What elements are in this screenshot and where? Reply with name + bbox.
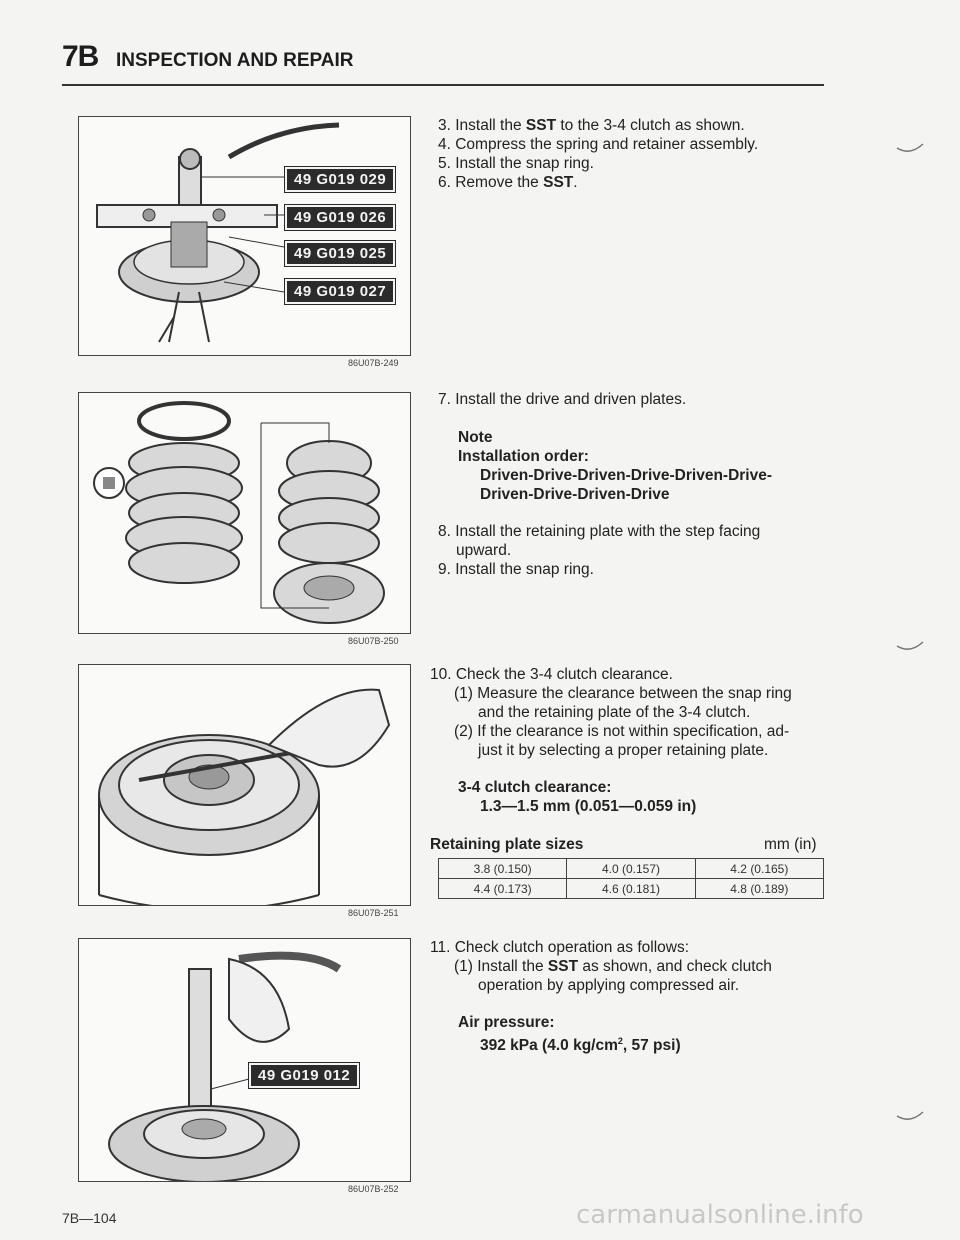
watermark: carmanualsonline.info: [576, 1200, 864, 1230]
plate-table-title: Retaining plate sizes: [430, 836, 584, 853]
margin-mark: [895, 140, 925, 160]
step-6: 6. Remove the SST.: [438, 174, 578, 191]
air-check-illustration: [79, 939, 411, 1182]
sst-install-illustration: [79, 117, 411, 356]
step-10-2: (2) If the clearance is not within specification, ad-: [454, 723, 790, 740]
step-8: 8. Install the retaining plate with the step facing: [438, 523, 761, 540]
step-11-1-cont: operation by applying compressed air.: [478, 977, 740, 994]
plate-table-unit: mm (in): [764, 836, 817, 853]
clearance-label: 3-4 clutch clearance:: [458, 779, 612, 796]
note-title: Note: [458, 429, 493, 446]
page-number: 7B—104: [62, 1210, 117, 1226]
air-pressure-value: 392 kPa (4.0 $kg/cm^2$, 57 psi): [480, 1036, 681, 1055]
step-8-cont: upward.: [456, 542, 512, 559]
step-3: 3. Install the SST to the 3-4 clutch as shown.: [438, 117, 745, 134]
table-cell: 4.0 (0.157): [567, 859, 695, 879]
step-11: 11. Check clutch operation as follows:: [430, 939, 690, 956]
step-10-1-cont: and the retaining plate of the 3-4 clutch.: [478, 704, 751, 721]
figure-code: 86U07B-252: [348, 1184, 399, 1194]
part-tag-sst-1: 49 G019 029: [285, 167, 395, 192]
part-tag-sst-2: 49 G019 026: [285, 205, 395, 230]
step-7: 7. Install the drive and driven plates.: [438, 391, 687, 408]
figure-code: 86U07B-251: [348, 908, 399, 918]
figure-code: 86U07B-250: [348, 636, 399, 646]
part-tag-sst-4: 49 G019 027: [285, 279, 395, 304]
note-order-line-2: Driven-Drive-Driven-Drive: [480, 486, 670, 503]
margin-mark: [895, 1108, 925, 1128]
header-divider: [62, 84, 824, 86]
figure-clearance-check: [78, 664, 411, 906]
page-title: INSPECTION AND REPAIR: [116, 50, 354, 71]
table-row: [439, 879, 824, 899]
clearance-check-illustration: [79, 665, 411, 906]
step-10-2-cont: just it by selecting a proper retaining plate.: [478, 742, 769, 759]
part-tag-sst-3: 49 G019 025: [285, 241, 395, 266]
clutch-plates-illustration: [79, 393, 411, 634]
figure-sst-install: [78, 116, 411, 356]
air-pressure-label: Air pressure:: [458, 1014, 555, 1031]
clearance-value: 1.3—1.5 mm (0.051—0.059 in): [480, 798, 697, 815]
part-tag-sst-air: 49 G019 012: [249, 1063, 359, 1088]
margin-mark: [895, 638, 925, 658]
table-cell: 4.8 (0.189): [695, 879, 823, 899]
table-cell: 4.4 (0.173): [439, 879, 567, 899]
section-number: 7B: [62, 40, 99, 73]
table-cell: 4.6 (0.181): [567, 879, 695, 899]
step-4: 4. Compress the spring and retainer assembly.: [438, 136, 759, 153]
table-cell: 4.2 (0.165): [695, 859, 823, 879]
note-order-line-1: Driven-Drive-Driven-Drive-Driven-Drive-: [480, 467, 773, 484]
figure-code: 86U07B-249: [348, 358, 399, 368]
plate-sizes-table: [438, 858, 824, 899]
step-9: 9. Install the snap ring.: [438, 561, 594, 578]
step-5: 5. Install the snap ring.: [438, 155, 594, 172]
step-10: 10. Check the 3-4 clutch clearance.: [430, 666, 673, 683]
step-11-1: (1) Install the SST as shown, and check clutch: [454, 958, 772, 975]
table-row: [439, 859, 824, 879]
figure-clutch-plates: [78, 392, 411, 634]
table-cell: 3.8 (0.150): [439, 859, 567, 879]
figure-air-check: [78, 938, 411, 1182]
note-order-label: Installation order:: [458, 448, 589, 465]
step-10-1: (1) Measure the clearance between the snap ring: [454, 685, 792, 702]
